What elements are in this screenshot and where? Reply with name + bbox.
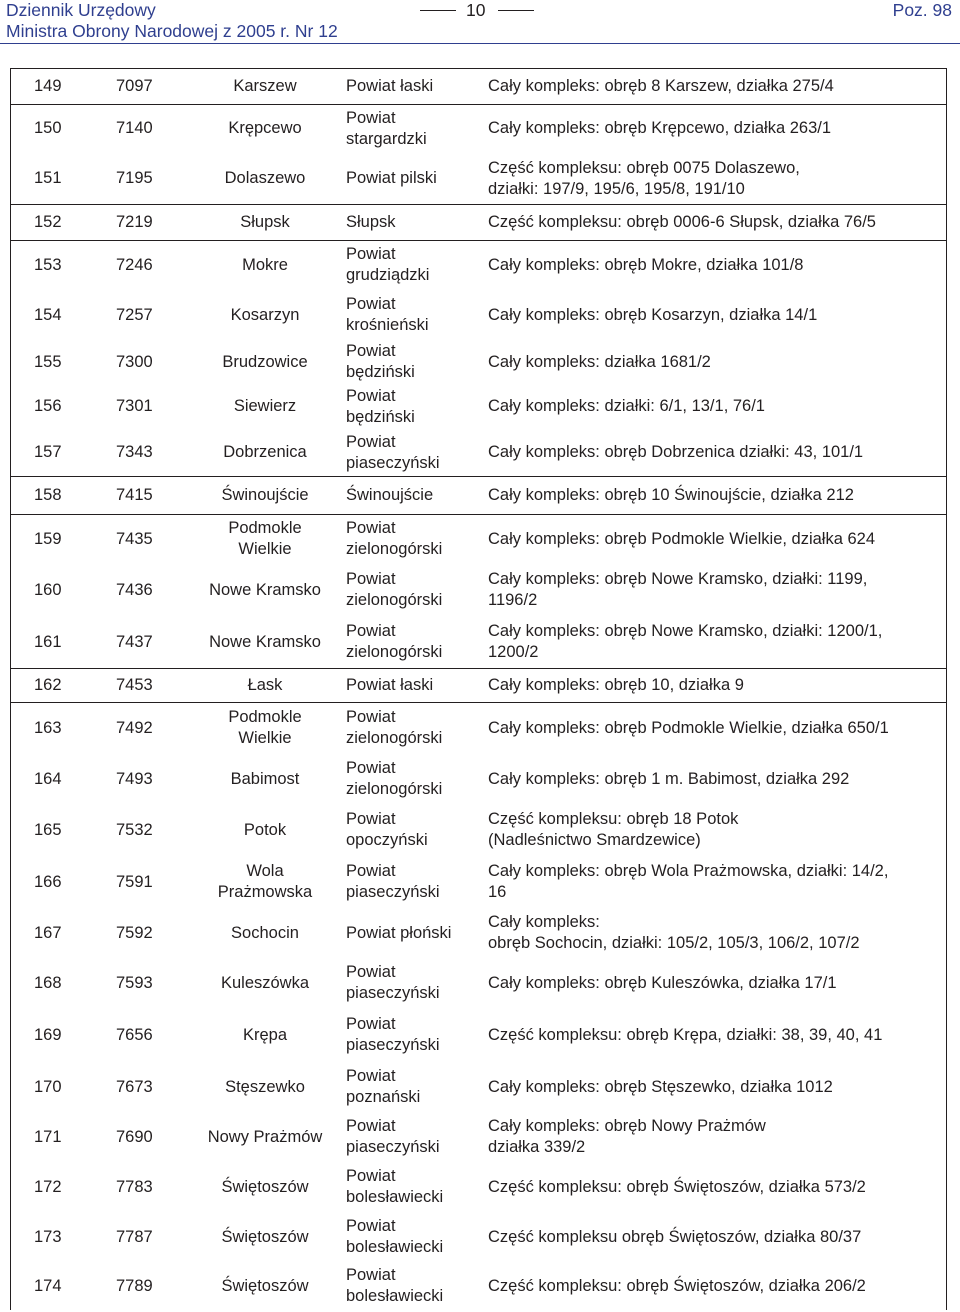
place-name: Wola Prażmowska <box>217 862 313 901</box>
dash-left <box>420 10 456 11</box>
place-name: Świętoszów <box>221 1177 309 1196</box>
parcel-description: Cały kompleks: obręb 10, działka 9 <box>488 675 744 694</box>
county-name: Powiat bolesławiecki <box>346 1167 444 1206</box>
place-name: Krępa <box>242 1025 288 1044</box>
row-number: 167 <box>34 923 62 942</box>
table-row <box>0 564 960 616</box>
row-divider <box>10 702 947 703</box>
table-row <box>0 1212 960 1262</box>
row-number: 156 <box>34 397 62 415</box>
ministry-line: Ministra Obrony Narodowej z 2005 r. Nr 12 <box>6 21 338 41</box>
table-row <box>0 104 960 153</box>
parcel-description: Część kompleksu: obręb 18 Potok (Nadleśnictwo Smardzewice) <box>488 810 739 849</box>
row-number: 171 <box>34 1127 62 1146</box>
place-name: Kuleszówka <box>220 973 310 992</box>
parcel-description: Cały kompleks: obręb Kosarzyn, działka 14/1 <box>488 305 818 324</box>
county-name: Powiat łaski <box>346 675 434 694</box>
county-name: Słupsk <box>346 212 396 231</box>
place-name: Karszew <box>233 76 297 95</box>
object-id: 7673 <box>116 1077 153 1096</box>
county-name: Powiat płoński <box>346 923 452 942</box>
place-name: Nowe Kramsko <box>209 632 321 651</box>
county-name: Powiat opoczyński <box>346 810 428 849</box>
row-divider <box>10 476 947 477</box>
table-row <box>0 1008 960 1062</box>
parcel-description: Cały kompleks: obręb 8 Karszew, działka 275/4 <box>488 76 834 95</box>
table-row <box>0 1112 960 1162</box>
table-row <box>0 754 960 804</box>
table-row <box>0 429 960 476</box>
county-name: Powiat łaski <box>346 76 434 95</box>
parcel-description: Cały kompleks: obręb Podmokle Wielkie, działka 624 <box>488 529 876 548</box>
county-name: Świnoujście <box>346 485 434 504</box>
row-number: 169 <box>34 1025 62 1044</box>
county-name: Powiat zielonogórski <box>346 708 443 747</box>
parcel-description: Cały kompleks: obręb Nowe Kramsko, działki: 1199, 1196/2 <box>488 570 868 609</box>
place-name: Podmokle Wielkie <box>228 519 302 558</box>
parcel-description: Cały kompleks: obręb Mokre, działka 101/8 <box>488 255 804 274</box>
table-row <box>0 958 960 1008</box>
object-id: 7493 <box>116 769 153 788</box>
place-name: Dobrzenica <box>223 443 307 461</box>
header-rule <box>0 43 960 44</box>
table-row <box>0 908 960 958</box>
object-id: 7789 <box>116 1276 153 1295</box>
object-id: 7593 <box>116 973 153 992</box>
row-number: 155 <box>34 352 62 371</box>
row-divider <box>10 240 947 241</box>
place-name: Słupsk <box>240 212 290 231</box>
place-name: Świętoszów <box>221 1276 309 1295</box>
object-id: 7219 <box>116 212 153 231</box>
row-number: 152 <box>34 212 62 231</box>
row-number: 149 <box>34 76 62 95</box>
county-name: Powiat piaseczyński <box>346 432 440 472</box>
place-name: Świnoujście <box>221 485 309 504</box>
place-name: Babimost <box>230 769 300 788</box>
table-row <box>0 702 960 754</box>
table-row <box>0 340 960 384</box>
parcel-description: Cały kompleks: obręb Podmokle Wielkie, działka 650/1 <box>488 718 889 737</box>
row-number: 173 <box>34 1227 62 1246</box>
table-row <box>0 1062 960 1112</box>
parcel-description: Cały kompleks: obręb 10 Świnoujście, działka 212 <box>488 485 854 504</box>
place-name: Dolaszewo <box>224 169 306 187</box>
table-row <box>0 153 960 204</box>
parcel-description: Cały kompleks: obręb Kuleszówka, działka 17/1 <box>488 973 837 992</box>
table-row <box>0 514 960 564</box>
parcel-description: Część kompleksu: obręb Świętoszów, działka 573/2 <box>488 1177 866 1196</box>
place-name: Nowy Prażmów <box>207 1127 323 1146</box>
table-row <box>0 476 960 514</box>
row-number: 166 <box>34 872 62 891</box>
parcel-description: Cały kompleks: obręb Wola Prażmowska, działki: 14/2, 16 <box>488 862 889 901</box>
object-id: 7591 <box>116 872 153 891</box>
place-name: Stęszewko <box>225 1077 305 1096</box>
place-name: Potok <box>243 820 287 839</box>
object-id: 7343 <box>116 443 153 461</box>
parcel-description: Cały kompleks: działka 1681/2 <box>488 352 711 371</box>
county-name: Powiat bolesławiecki <box>346 1217 444 1256</box>
row-number: 154 <box>34 305 62 324</box>
table-row <box>0 384 960 429</box>
row-number: 161 <box>34 632 62 651</box>
object-id: 7492 <box>116 718 153 737</box>
row-number: 159 <box>34 529 62 548</box>
row-divider <box>10 104 947 105</box>
parcel-description: Cały kompleks: obręb Nowe Kramsko, działki: 1200/1, 1200/2 <box>488 622 883 661</box>
county-name: Powiat piaseczyński <box>346 1015 440 1054</box>
row-number: 165 <box>34 820 62 839</box>
parcel-description: Cały kompleks: obręb Nowy Prażmów działka 339/2 <box>488 1117 766 1156</box>
parcel-description: Cały kompleks: działki: 6/1, 13/1, 76/1 <box>488 397 765 415</box>
county-name: Powiat piaseczyński <box>346 862 440 901</box>
place-name: Sochocin <box>231 923 299 942</box>
parcel-description: Część kompleksu: obręb 0006-6 Słupsk, działka 76/5 <box>488 212 876 231</box>
object-id: 7415 <box>116 485 153 504</box>
place-name: Łask <box>247 675 283 694</box>
table-row <box>0 856 960 908</box>
row-number: 157 <box>34 443 62 461</box>
object-id: 7435 <box>116 529 153 548</box>
place-name: Kosarzyn <box>230 305 300 324</box>
object-id: 7437 <box>116 632 153 651</box>
county-name: Powiat pilski <box>346 169 437 187</box>
page-number: 10 <box>466 0 486 20</box>
object-id: 7246 <box>116 255 153 274</box>
object-id: 7301 <box>116 397 153 415</box>
table-row <box>0 290 960 340</box>
parcel-description: Cały kompleks: obręb Sochocin, działki: 105/2, 105/3, 106/2, 107/2 <box>488 913 860 952</box>
parcel-description: Część kompleksu obręb Świętoszów, działka 80/37 <box>488 1227 862 1246</box>
dash-right <box>498 10 534 11</box>
object-id: 7097 <box>116 76 153 95</box>
object-id: 7783 <box>116 1177 153 1196</box>
parcel-description: Cały kompleks: obręb Krępcewo, działka 263/1 <box>488 119 832 137</box>
table-row <box>0 240 960 290</box>
table-row <box>0 68 960 104</box>
county-name: Powiat grudziądzki <box>346 245 430 284</box>
county-name: Powiat będziński <box>346 386 415 426</box>
row-number: 172 <box>34 1177 62 1196</box>
row-divider <box>10 514 947 515</box>
object-id: 7690 <box>116 1127 153 1146</box>
place-name: Brudzowice <box>222 352 308 371</box>
row-number: 163 <box>34 718 62 737</box>
object-id: 7195 <box>116 169 153 187</box>
county-name: Powiat będziński <box>346 342 415 381</box>
journal-title: Dziennik Urzędowy <box>6 0 156 20</box>
place-name: Nowe Kramsko <box>209 580 321 599</box>
county-name: Powiat bolesławiecki <box>346 1266 444 1305</box>
county-name: Powiat poznański <box>346 1067 421 1106</box>
parcel-description: Część kompleksu: obręb Świętoszów, działka 206/2 <box>488 1276 866 1295</box>
object-id: 7140 <box>116 119 153 137</box>
object-id: 7532 <box>116 820 153 839</box>
object-id: 7453 <box>116 675 153 694</box>
county-name: Powiat piaseczyński <box>346 963 440 1002</box>
place-name: Podmokle Wielkie <box>228 708 302 747</box>
object-id: 7592 <box>116 923 153 942</box>
parcel-description: Cały kompleks: obręb 1 m. Babimost, działka 292 <box>488 769 850 788</box>
object-id: 7436 <box>116 580 153 599</box>
row-number: 174 <box>34 1276 62 1295</box>
row-number: 153 <box>34 255 62 274</box>
table-row <box>0 616 960 668</box>
parcel-description: Cały kompleks: obręb Stęszewko, działka 1012 <box>488 1077 833 1096</box>
county-name: Powiat stargardzki <box>346 108 427 148</box>
parcel-description: Część kompleksu: obręb 0075 Dolaszewo, działki: 197/9, 195/6, 195/8, 191/10 <box>488 158 800 198</box>
county-name: Powiat krośnieński <box>346 295 429 334</box>
row-number: 164 <box>34 769 62 788</box>
row-number: 162 <box>34 675 62 694</box>
page-header <box>0 0 960 44</box>
table-row <box>0 1262 960 1310</box>
row-number: 151 <box>34 169 62 187</box>
table-row <box>0 804 960 856</box>
county-name: Powiat piaseczyński <box>346 1117 440 1156</box>
object-id: 7787 <box>116 1227 153 1246</box>
row-number: 160 <box>34 580 62 599</box>
place-name: Mokre <box>242 255 288 274</box>
row-number: 150 <box>34 119 62 137</box>
object-id: 7257 <box>116 305 153 324</box>
county-name: Powiat zielonogórski <box>346 622 443 661</box>
row-divider <box>10 668 947 669</box>
county-name: Powiat zielonogórski <box>346 519 443 558</box>
row-divider <box>10 204 947 205</box>
parcel-description: Część kompleksu: obręb Krępa, działki: 38, 39, 40, 41 <box>488 1025 883 1044</box>
row-number: 170 <box>34 1077 62 1096</box>
table-row <box>0 204 960 240</box>
row-number: 168 <box>34 973 62 992</box>
object-id: 7656 <box>116 1025 153 1044</box>
object-id: 7300 <box>116 352 153 371</box>
place-name: Siewierz <box>233 397 297 415</box>
position-label: Poz. 98 <box>892 0 952 20</box>
row-number: 158 <box>34 485 62 504</box>
place-name: Świętoszów <box>221 1227 309 1246</box>
table-row <box>0 1162 960 1212</box>
county-name: Powiat zielonogórski <box>346 759 443 798</box>
county-name: Powiat zielonogórski <box>346 570 443 609</box>
table-row <box>0 668 960 702</box>
parcel-description: Cały kompleks: obręb Dobrzenica działki: 43, 101/1 <box>488 443 864 461</box>
place-name: Krępcewo <box>228 119 302 137</box>
